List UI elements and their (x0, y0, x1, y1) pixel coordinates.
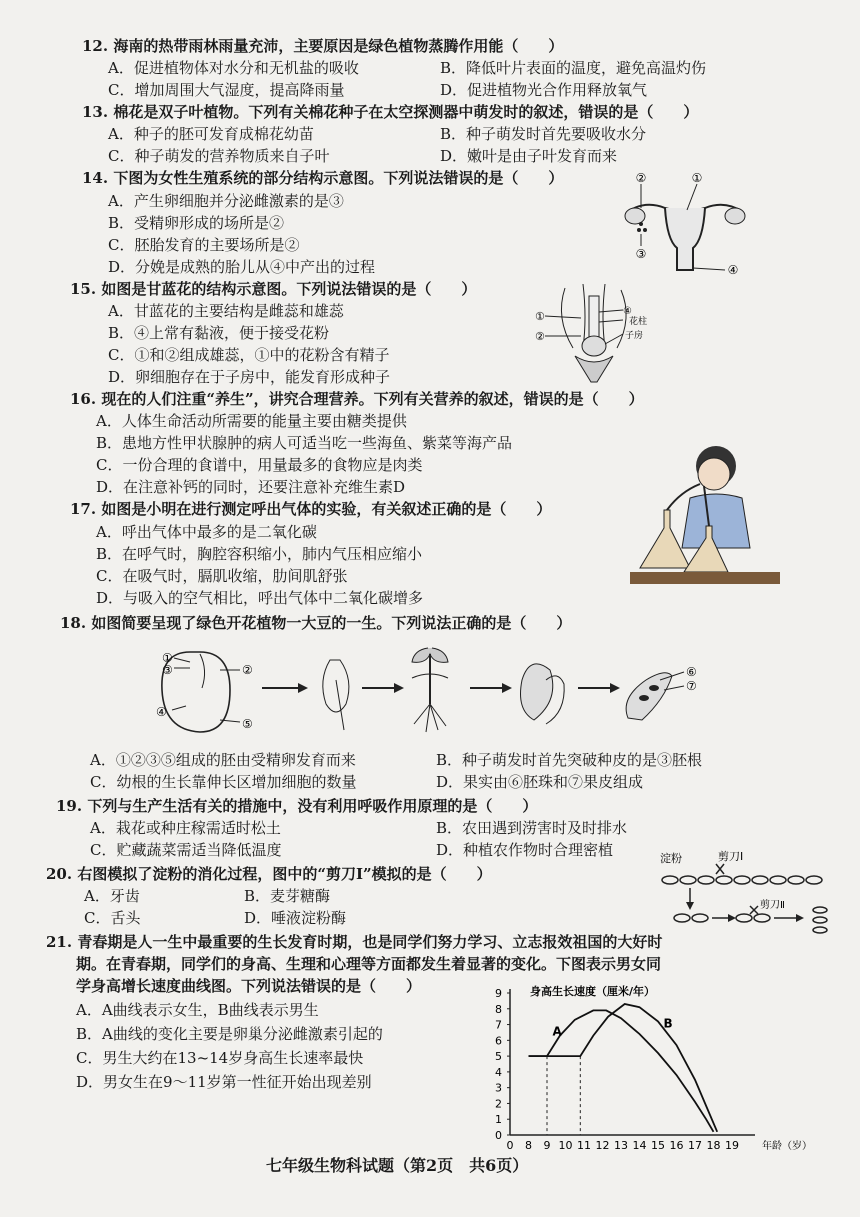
option: D．促进植物光合作用释放氧气 (440, 81, 648, 99)
question-21-stem-line3: 学身高增长速度曲线图。下列说法错误的是（ ） (76, 977, 422, 995)
x-tick-label: 19 (725, 1139, 739, 1152)
x-tick-label: 13 (614, 1139, 628, 1152)
label-7: ⑦ (686, 679, 697, 693)
option: D．在注意补钙的同时，还要注意补充维生素D (96, 478, 406, 496)
option: A．人体生命活动所需要的能量主要由糖类提供 (96, 412, 407, 430)
option: A．促进植物体对水分和无机盐的吸收 (108, 59, 359, 77)
label-6: ⑥ (686, 665, 697, 679)
y-tick-label: 9 (495, 987, 502, 1000)
option: D．嫩叶是由子叶发育而来 (440, 147, 618, 165)
chart-title: 身高生长速度（厘米/年） (530, 985, 656, 998)
label-3: ③ (162, 663, 173, 677)
option: D．果实由⑥胚珠和⑦果皮组成 (436, 773, 644, 791)
option: B．在呼气时，胸腔容积缩小，肺内气压相应缩小 (96, 545, 423, 563)
x-tick-label: 12 (595, 1139, 610, 1152)
option: A．①②③⑤组成的胚由受精卵发育而来 (90, 751, 356, 769)
label-3: ③ (635, 247, 647, 261)
x-tick-label: 0 (506, 1139, 514, 1152)
y-tick-label: 5 (495, 1050, 502, 1064)
option: B．种子萌发时首先突破种皮的是③胚根 (436, 751, 703, 769)
label-style: 花柱 (629, 317, 648, 327)
label-4: ④ (727, 263, 739, 277)
option: B．④上常有黏液，便于接受花粉 (108, 324, 330, 342)
y-tick-label: 0 (495, 1129, 502, 1142)
option: B．农田遇到涝害时及时排水 (436, 819, 628, 837)
option: C．男生大约在13~14岁身高生长速率最快 (76, 1049, 364, 1067)
label-2: ② (242, 663, 253, 677)
option: D．种植农作物时合理密植 (436, 841, 614, 859)
option: B．降低叶片表面的温度，避免高温灼伤 (440, 59, 707, 77)
y-tick-label: 4 (495, 1065, 502, 1079)
x-tick-label: 15 (651, 1139, 665, 1152)
option: D．与吸入的空气相比，呼出气体中二氧化碳增多 (96, 589, 424, 607)
option: B．受精卵形成的场所是② (108, 214, 285, 232)
option: A．产生卵细胞并分泌雌激素的是③ (108, 192, 344, 210)
option: A．栽花或种庄稼需适时松土 (90, 819, 281, 837)
question-18-stem: 18. 如图简要呈现了绿色开花植物一大豆的一生。下列说法正确的是（ ） (60, 614, 572, 632)
scissors-2-label: 剪刀Ⅱ (760, 900, 785, 911)
question-15-stem: 15. 如图是甘蓝花的结构示意图。下列说法错误的是（ ） (70, 280, 477, 298)
option: B．种子萌发时首先要吸收水分 (440, 125, 647, 143)
series-B-label: B (663, 1016, 673, 1031)
option: D．卵细胞存在于子房中，能发育形成种子 (108, 368, 391, 386)
starch-digestion-diagram (660, 848, 840, 933)
x-tick-label: 14 (632, 1139, 647, 1152)
label-2: ② (535, 330, 545, 343)
question-20-stem: 20. 右图模拟了淀粉的消化过程，图中的“剪刀Ⅰ”模拟的是（ ） (46, 865, 492, 883)
option: C．①和②组成雄蕊，①中的花粉含有精子 (108, 346, 390, 364)
x-tick-label: 17 (688, 1139, 702, 1152)
female-reproductive-diagram (615, 170, 755, 285)
option: C．幼根的生长靠伸长区增加细胞的数量 (90, 773, 357, 791)
soybean-lifecycle-diagram (150, 640, 710, 740)
option: A．呼出气体中最多的是二氧化碳 (96, 523, 317, 541)
option: C．在吸气时，膈肌收缩，肋间肌舒张 (96, 567, 348, 585)
x-tick-label: 10 (558, 1139, 573, 1152)
label-5: ⑤ (242, 717, 253, 731)
question-19-stem: 19. 下列与生产生活有关的措施中，没有利用呼吸作用原理的是（ ） (56, 797, 538, 815)
option: D．唾液淀粉酶 (244, 909, 347, 927)
option: B．麦芽糖酶 (244, 887, 331, 905)
page-footer: 七年级生物科试题（第2页 共6页） (266, 1156, 529, 1175)
x-tick-label: 9 (543, 1139, 551, 1152)
option: B．A曲线的变化主要是卵巢分泌雌激素引起的 (76, 1025, 383, 1043)
y-tick-label: 7 (495, 1018, 502, 1032)
option: A．甘蓝花的主要结构是雌蕊和雄蕊 (108, 302, 344, 320)
label-1: ① (162, 651, 173, 665)
question-13-stem: 13. 棉花是双子叶植物。下列有关棉花种子在太空探测器中萌发时的叙述，错误的是（ ） (82, 103, 699, 121)
y-tick-label: 1 (495, 1113, 502, 1127)
label-4: ④ (156, 705, 167, 719)
option: C．贮藏蔬菜需适当降低温度 (90, 841, 282, 859)
x-tick-label: 11 (577, 1139, 591, 1152)
x-tick-label: 8 (525, 1139, 532, 1152)
label-2: ② (635, 171, 647, 185)
option: D．男女生在9～11岁第一性征开始出现差别 (76, 1073, 372, 1091)
y-tick-label: 8 (495, 1002, 502, 1016)
x-tick-label: 16 (669, 1139, 684, 1152)
option: A．种子的胚可发育成棉花幼苗 (108, 125, 314, 143)
x-axis-label: 年龄（岁） (762, 1141, 812, 1152)
label-4: ④ (623, 306, 632, 317)
option: C．增加周围大气湿度，提高降雨量 (108, 81, 345, 99)
question-21-stem-line2: 期。在青春期，同学们的身高、生理和心理等方面都发生着显著的变化。下图表示男女同 (76, 955, 662, 973)
question-17-stem: 17. 如图是小明在进行测定呼出气体的实验，有关叙述正确的是（ ） (70, 500, 552, 518)
series-B-line (529, 1004, 718, 1132)
height-growth-rate-chart (480, 985, 810, 1155)
scissors-1-label: 剪刀Ⅰ (718, 850, 744, 863)
breath-experiment-illustration (620, 438, 780, 588)
cabbage-flower-diagram (525, 278, 655, 388)
y-tick-label: 3 (495, 1081, 502, 1095)
label-ovary: 子房 (625, 331, 644, 341)
option: C．舌头 (84, 909, 141, 927)
option: D．分娩是成熟的胎儿从④中产出的过程 (108, 258, 376, 276)
question-21-stem: 21. 青春期是人一生中最重要的生长发育时期，也是同学们努力学习、立志报效祖国的大好时 (46, 933, 663, 951)
option: C．种子萌发的营养物质来自子叶 (108, 147, 330, 165)
option: A．A曲线表示女生，B曲线表示男生 (76, 1001, 319, 1019)
y-tick-label: 2 (495, 1097, 502, 1111)
option: C．胚胎发育的主要场所是② (108, 236, 300, 254)
option: B．患地方性甲状腺肿的病人可适当吃一些海鱼、紫菜等海产品 (96, 434, 513, 452)
option: C．一份合理的食谱中，用量最多的食物应是肉类 (96, 456, 423, 474)
series-A-label: A (552, 1024, 562, 1039)
label-1: ① (535, 310, 545, 323)
question-14-stem: 14. 下图为女性生殖系统的部分结构示意图。下列说法错误的是（ ） (82, 169, 564, 187)
question-12-stem: 12. 海南的热带雨林雨量充沛，主要原因是绿色植物蒸腾作用能（ ） (82, 37, 564, 55)
x-tick-label: 18 (706, 1139, 721, 1152)
label-1: ① (691, 171, 703, 185)
y-tick-label: 6 (495, 1034, 502, 1048)
option: A．牙齿 (84, 887, 140, 905)
question-16-stem: 16. 现在的人们注重“养生”，讲究合理营养。下列有关营养的叙述，错误的是（ ） (70, 390, 644, 408)
starch-label: 淀粉 (660, 852, 682, 865)
